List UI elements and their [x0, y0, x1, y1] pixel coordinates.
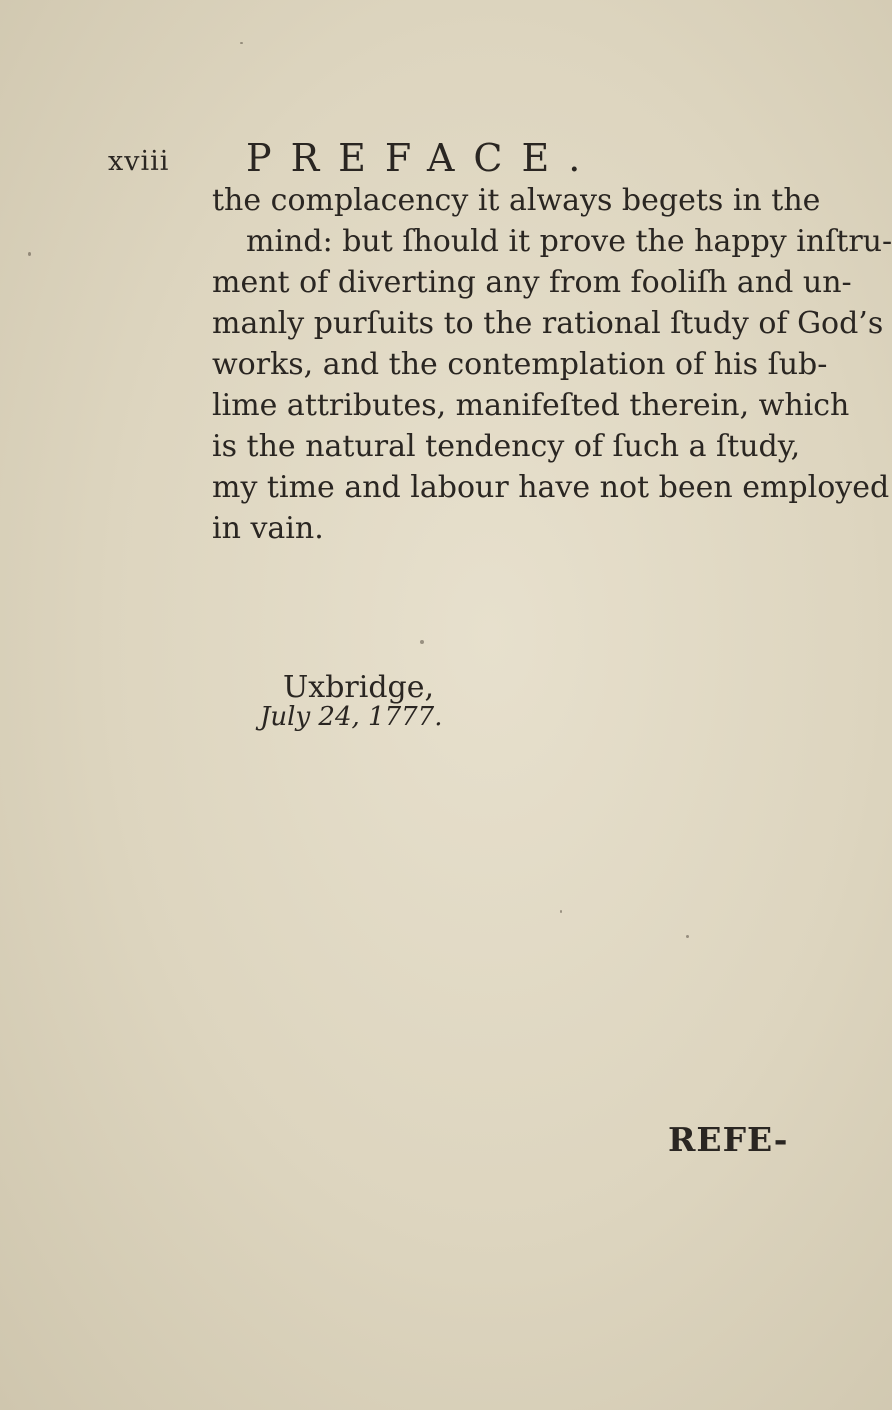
catchword: REFE- [668, 1120, 789, 1159]
signature-place: Uxbridge, [283, 670, 435, 705]
paper-speck [28, 252, 31, 256]
body-text [212, 180, 892, 549]
text-line: mind: but ſhould it prove the happy inſtru- [246, 224, 892, 259]
signature-date: July 24, 1777. [260, 702, 443, 732]
running-head: PREFACE. [246, 136, 600, 180]
paper-speck [686, 935, 689, 938]
page-number: xviii [108, 146, 170, 177]
text-line: in vain. [212, 511, 324, 546]
text-line: my time and labour have not been employed [212, 470, 890, 505]
text-line: the complacency it always begets in the [212, 183, 821, 218]
paper-speck [240, 42, 243, 44]
paper-speck [560, 910, 562, 913]
text-line: lime attributes, manifeſted therein, which [212, 388, 850, 423]
text-line: manly purſuits to the rational ſtudy of God’s [212, 306, 884, 341]
paper-speck [420, 640, 424, 644]
text-line: ment of diverting any from fooliſh and un- [212, 265, 852, 300]
text-line: works, and the contemplation of his ſub- [212, 347, 828, 382]
text-line: is the natural tendency of ſuch a ſtudy, [212, 429, 801, 464]
